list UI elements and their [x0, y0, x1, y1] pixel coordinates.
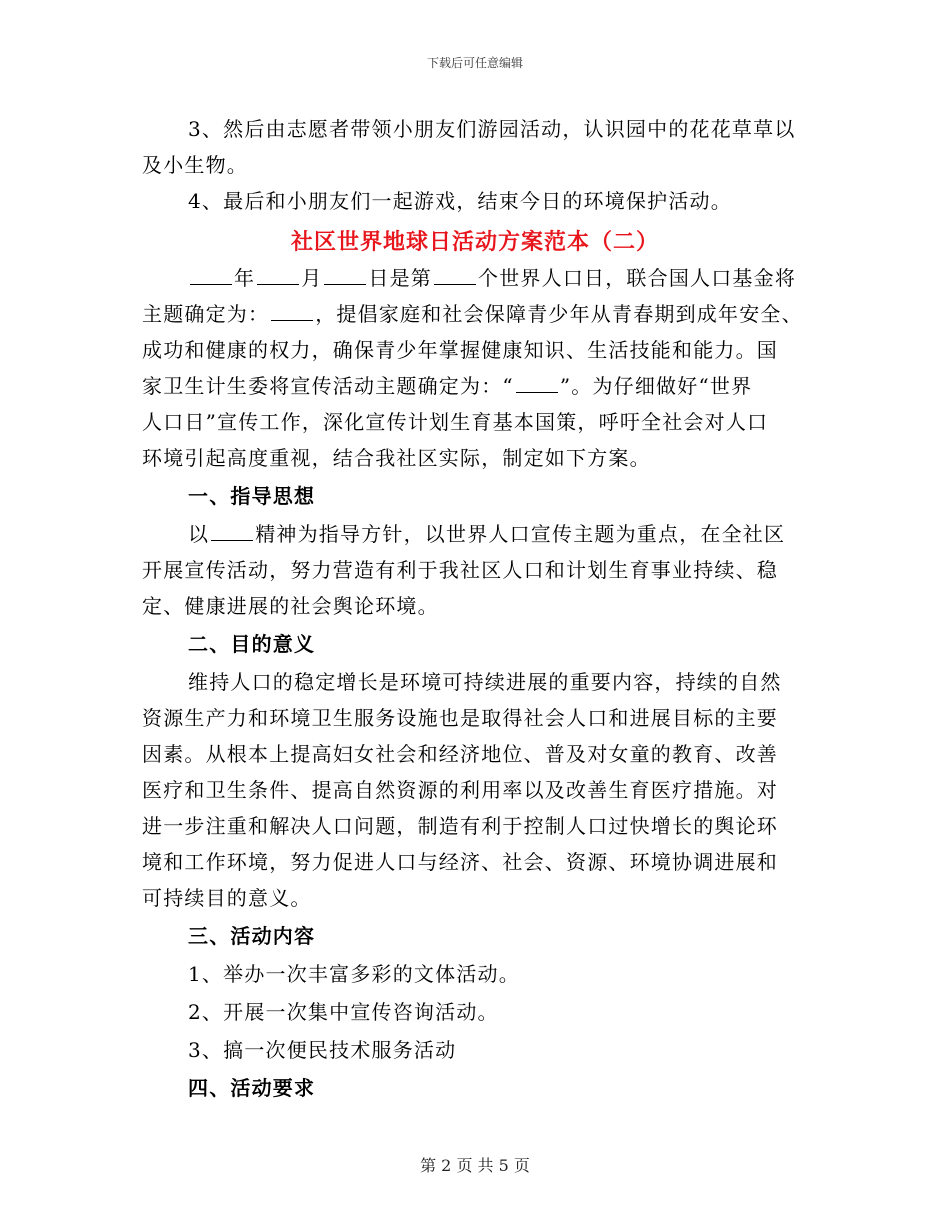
header-note: 下载后可任意编辑 [426, 56, 523, 70]
fill-blank-theme [271, 302, 313, 321]
section1-heading: 一、指导思想 [188, 484, 316, 508]
section2-line-1: 维持人口的稳定增长是环境可持续进展的重要内容，持续的自然 [188, 670, 782, 694]
fill-blank-year [190, 266, 232, 285]
section2-line-5: 进一步注重和解决人口问题，制造有利于控制人口过快增长的舆论环 [142, 814, 778, 838]
intro-line-1: 3、然后由志愿者带领小朋友们游园活动，认识园中的花花草草以 [188, 117, 796, 141]
fill-blank-slogan [516, 374, 558, 393]
fill-blank-day [324, 266, 366, 285]
para1-seg: 主题确定为： [142, 302, 270, 326]
fill-blank-month [257, 266, 299, 285]
para1-seg: 家卫生计生委将宣传活动主题确定为：“ [142, 374, 514, 398]
section4-heading: 四、活动要求 [188, 1076, 316, 1100]
section2-line-4: 医疗和卫生条件、提高自然资源的利用率以及改善生育医疗措施。对 [142, 778, 778, 802]
para1-line-1 [188, 265, 812, 291]
para1-seg: ”。为仔细做好“世界 [559, 374, 753, 398]
page-footer: 第 2 页 共 5 页 [420, 1156, 530, 1175]
section3-item-1: 1、举办一次丰富多彩的文体活动。 [188, 962, 520, 986]
section1-line-3: 定、健康进展的社会舆论环境。 [142, 594, 439, 618]
para1-line-3: 成功和健康的权力，确保青少年掌握健康知识、生活技能和能力。国 [142, 338, 778, 362]
section1-seg: 以 [188, 522, 210, 546]
para1-line-4 [142, 373, 812, 399]
section3-item-3: 3、搞一次便民技术服务活动 [188, 1038, 457, 1062]
section2-line-7: 可持续目的意义。 [142, 886, 312, 910]
section3-item-2: 2、开展一次集中宣传咨询活动。 [188, 1000, 499, 1024]
section1-seg: 精神为指导方针，以世界人口宣传主题为重点，在全社区 [255, 522, 786, 546]
para1-seg: 日是第 [368, 266, 433, 290]
para1-line-5: 人口日”宣传工作，深化宣传计划生育基本国策，呼吁全社会对人口 [142, 410, 769, 434]
para1-seg: 月 [301, 266, 323, 290]
fill-blank-number [434, 266, 476, 285]
section2-heading: 二、目的意义 [188, 632, 316, 656]
para1-seg: 个世界人口日，联合国人口基金将 [478, 266, 797, 290]
para1-line-6: 环境引起高度重视，结合我社区实际，制定如下方案。 [142, 446, 651, 470]
document-title: 社区世界地球日活动方案范本（二） [290, 229, 659, 255]
section2-line-3: 因素。从根本上提高妇女社会和经济地位、普及对女童的教育、改善 [142, 742, 778, 766]
para1-seg: 年 [234, 266, 256, 290]
intro-line-3: 4、最后和小朋友们一起游戏，结束今日的环境保护活动。 [188, 189, 732, 213]
section3-heading: 三、活动内容 [188, 924, 316, 948]
intro-line-2: 及小生物。 [142, 153, 248, 177]
para1-line-2 [142, 301, 812, 327]
section2-line-6: 境和工作环境，努力促进人口与经济、社会、资源、环境协调进展和 [142, 850, 778, 874]
para1-seg: ，提倡家庭和社会保障青少年从青春期到成年安全、 [315, 302, 803, 326]
section2-line-2: 资源生产力和环境卫生服务设施也是取得社会人口和进展目标的主要 [142, 706, 778, 730]
section1-line-1 [188, 521, 812, 547]
section1-line-2: 开展宣传活动，努力营造有利于我社区人口和计划生育事业持续、稳 [142, 558, 778, 582]
fill-blank-spirit [211, 522, 253, 541]
